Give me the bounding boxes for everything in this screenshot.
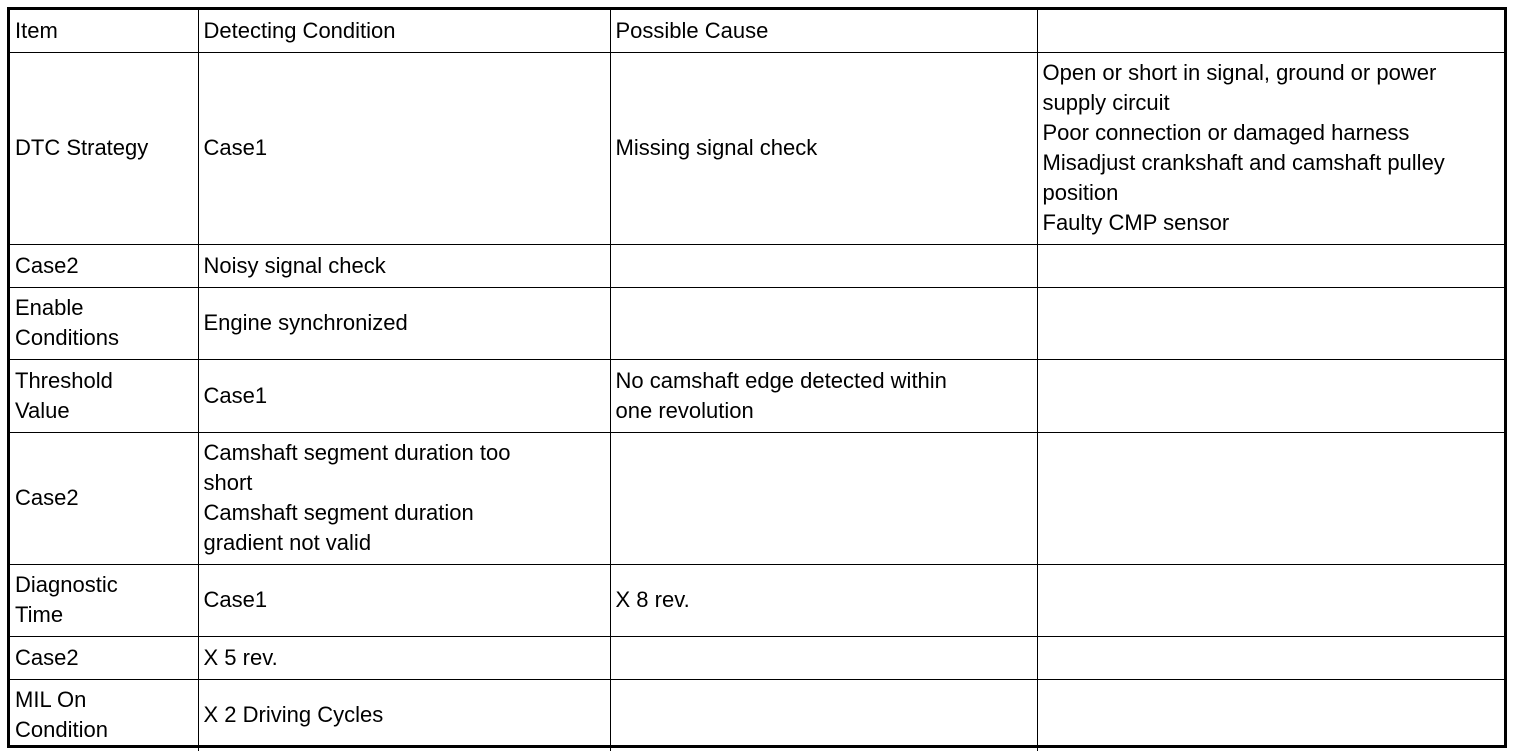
item-cell: Case2 [10, 244, 198, 287]
condition-cell: Case1 [198, 564, 610, 636]
item-cell: Case2 [10, 636, 198, 679]
condition-cell [198, 432, 610, 564]
dtc-table-container [7, 7, 1507, 748]
item-line: Diagnostic [15, 572, 118, 597]
note-line: Misadjust crankshaft and camshaft pulley [1042, 150, 1445, 175]
cause-cell [610, 287, 1037, 359]
item-line: Threshold [15, 367, 113, 393]
notes-cell [1037, 636, 1504, 679]
cause-cell [610, 432, 1037, 564]
condition-cell: X 5 rev. [198, 636, 610, 679]
condition-cell: Case1 [198, 52, 610, 244]
header-item: Item [10, 10, 198, 52]
note-line: position [1042, 180, 1119, 205]
table-row [10, 359, 1504, 432]
condition-cell: X 2 Driving Cycles [198, 679, 610, 751]
table-row [10, 287, 1504, 359]
header-blank [1037, 10, 1504, 52]
item-line: Condition [15, 717, 108, 743]
cause-line: No camshaft edge detected within [615, 367, 947, 393]
table-row [10, 52, 1504, 244]
cause-cell [610, 359, 1037, 432]
cause-cell [610, 679, 1037, 751]
notes-cell [1037, 432, 1504, 564]
item-cell: DTC Strategy [10, 52, 198, 244]
condition-cell: Case1 [198, 359, 610, 432]
item-line: MIL On [15, 687, 87, 713]
table-row [10, 432, 1504, 564]
note-line: Faulty CMP sensor [1042, 210, 1230, 235]
condition-cell: Engine synchronized [198, 287, 610, 359]
item-cell: Case2 [10, 432, 198, 564]
table-header-row [10, 10, 1504, 52]
table-row [10, 679, 1504, 751]
table-row [10, 636, 1504, 679]
header-detecting-condition: Detecting Condition [198, 10, 610, 52]
item-cell [10, 679, 198, 751]
header-possible-cause: Possible Cause [610, 10, 1037, 52]
note-line: supply circuit [1042, 90, 1170, 115]
item-cell [10, 287, 198, 359]
notes-cell [1037, 564, 1504, 636]
item-line: Enable [15, 295, 84, 320]
cause-cell: Missing signal check [610, 52, 1037, 244]
item-cell [10, 359, 198, 432]
cause-cell: X 8 rev. [610, 564, 1037, 636]
condition-cell: Noisy signal check [198, 244, 610, 287]
notes-cell [1037, 359, 1504, 432]
notes-cell [1037, 287, 1504, 359]
notes-cell [1037, 244, 1504, 287]
item-line: Conditions [15, 325, 119, 350]
item-cell [10, 564, 198, 636]
condition-line: short [203, 470, 253, 495]
cause-line: one revolution [615, 397, 754, 423]
notes-cell [1037, 52, 1504, 244]
condition-line: Camshaft segment duration [203, 500, 474, 525]
table-row [10, 564, 1504, 636]
item-line: Value [15, 397, 70, 423]
item-line: Time [15, 602, 64, 627]
cause-cell [610, 636, 1037, 679]
note-line: Open or short in signal, ground or power [1042, 60, 1437, 85]
dtc-table [10, 10, 1504, 751]
note-line: Poor connection or damaged harness [1042, 120, 1410, 145]
cause-cell [610, 244, 1037, 287]
condition-line: Camshaft segment duration too [203, 440, 511, 465]
table-row [10, 244, 1504, 287]
notes-cell [1037, 679, 1504, 751]
condition-line: gradient not valid [203, 530, 372, 555]
